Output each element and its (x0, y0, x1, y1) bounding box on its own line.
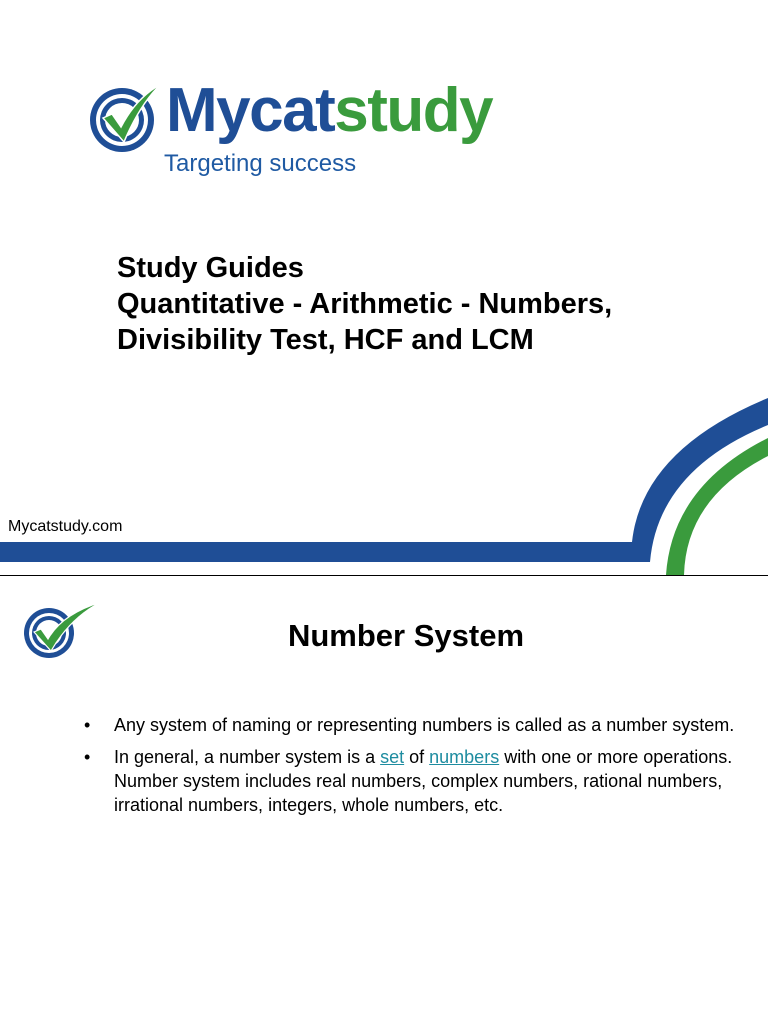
site-url: Mycatstudy.com (8, 518, 123, 535)
title-line-1: Study Guides (117, 252, 304, 284)
bullet-marker: • (84, 715, 91, 735)
link-numbers[interactable]: numbers (429, 747, 500, 767)
brand-tagline: Targeting success (164, 150, 357, 177)
blue-swoosh-band (0, 398, 768, 562)
checkmark-logo-icon (88, 82, 162, 156)
bullet-text-after: with one or more operations. Number system includes real numbers, complex numbers, rational numbers, irrational numbers, integers, whole numbers, etc. (114, 747, 733, 815)
decorative-swoosh (0, 390, 768, 575)
bullet-text: Any system of naming or representing numbers is called as a number system. (114, 715, 735, 735)
brand-name-part1: Mycat (166, 76, 335, 145)
bullet-item (80, 713, 740, 737)
brand-name-part2: study (334, 76, 493, 145)
bullet-text-before: In general, a number system is a (114, 747, 381, 767)
title-line-2: Quantitative - Arithmetic - Numbers, (117, 288, 613, 320)
bullet-list (80, 713, 740, 825)
slide-heading: Number System (287, 618, 525, 653)
content-slide (0, 576, 768, 1024)
title-line-3: Divisibility Test, HCF and LCM (117, 324, 534, 356)
bullet-marker: • (84, 747, 91, 767)
bullet-item (80, 745, 740, 817)
brand-name (166, 76, 493, 145)
slide-title (117, 250, 612, 358)
link-set[interactable]: set (380, 747, 405, 767)
bullet-text-middle: of (404, 747, 430, 767)
